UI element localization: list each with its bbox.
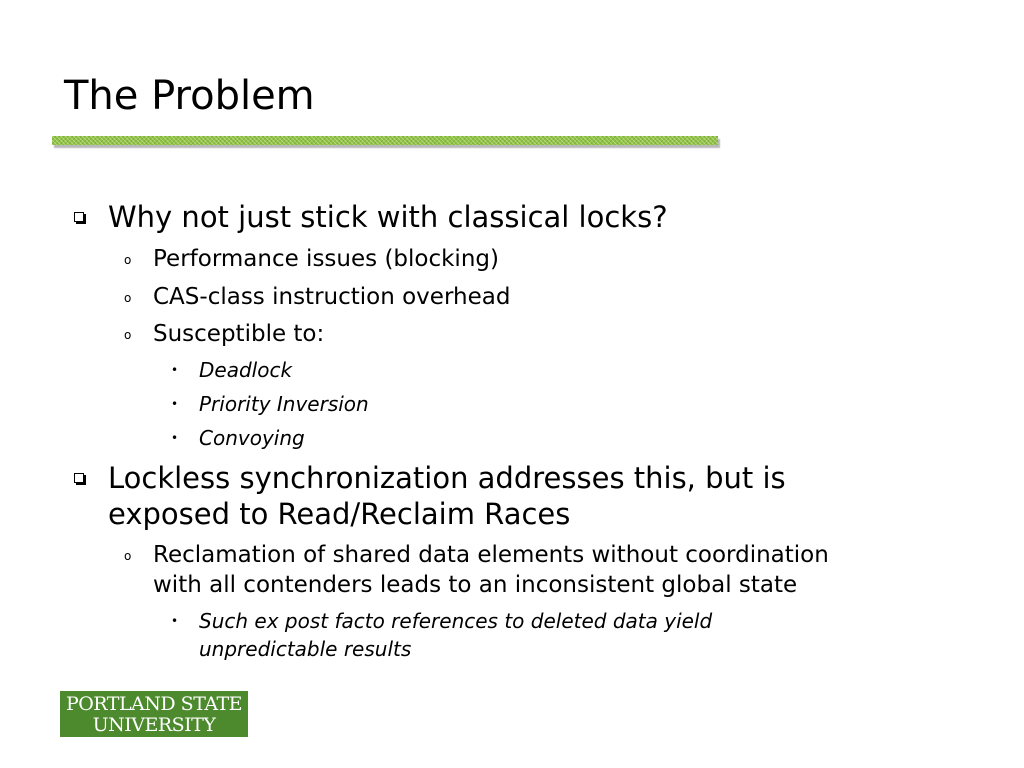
bullet-level1-item: [108, 199, 668, 235]
portland-state-university-logo: [60, 691, 248, 737]
bullet-level3-item: [171, 356, 293, 384]
bullet-text: Performance issues (blocking): [153, 246, 499, 272]
dot-bullet-icon: •: [171, 363, 179, 377]
bullet-text-line2: unpredictable results: [199, 637, 412, 661]
bullet-text: Why not just stick with classical locks?: [108, 200, 668, 234]
small-circle-bullet-icon: o: [124, 291, 132, 305]
bullet-level3-item: [171, 424, 305, 452]
bullet-text-line1: Reclamation of shared data elements without coordination: [153, 542, 829, 568]
bullet-text-line2: with all contenders leads to an inconsistent global state: [153, 572, 798, 598]
bullet-text-line2: exposed to Read/Reclaim Races: [108, 497, 571, 531]
dot-bullet-icon: •: [171, 614, 179, 628]
bullet-text: Priority Inversion: [199, 392, 369, 416]
title-underline-bar: [52, 136, 718, 145]
dot-bullet-icon: •: [171, 431, 179, 445]
bullet-text-line1: Such ex post facto references to deleted data yield: [199, 609, 713, 633]
dot-bullet-icon: •: [171, 397, 179, 411]
logo-line2: UNIVERSITY: [92, 714, 216, 736]
bullet-level2-item: [124, 244, 499, 274]
bullet-level3-item: [171, 607, 713, 663]
bullet-level3-item: [171, 390, 369, 418]
small-circle-bullet-icon: o: [124, 253, 132, 267]
logo-line1: PORTLAND STATE: [65, 693, 243, 715]
bullet-level2-item: [124, 540, 829, 600]
hollow-square-bullet-icon: [74, 212, 84, 222]
bullet-level1-item: [108, 460, 786, 532]
bullet-level2-item: [124, 319, 325, 349]
bullet-text-line1: Lockless synchronization addresses this, but is: [108, 461, 786, 495]
bullet-text: Deadlock: [199, 358, 293, 382]
small-circle-bullet-icon: o: [124, 549, 132, 563]
bullet-text: Convoying: [199, 426, 305, 450]
bullet-text: CAS-class instruction overhead: [153, 284, 511, 310]
bullet-level2-item: [124, 282, 511, 312]
small-circle-bullet-icon: o: [124, 328, 132, 342]
slide-title: The Problem: [64, 73, 315, 119]
bullet-text: Susceptible to:: [153, 321, 325, 347]
hollow-square-bullet-icon: [74, 473, 84, 483]
